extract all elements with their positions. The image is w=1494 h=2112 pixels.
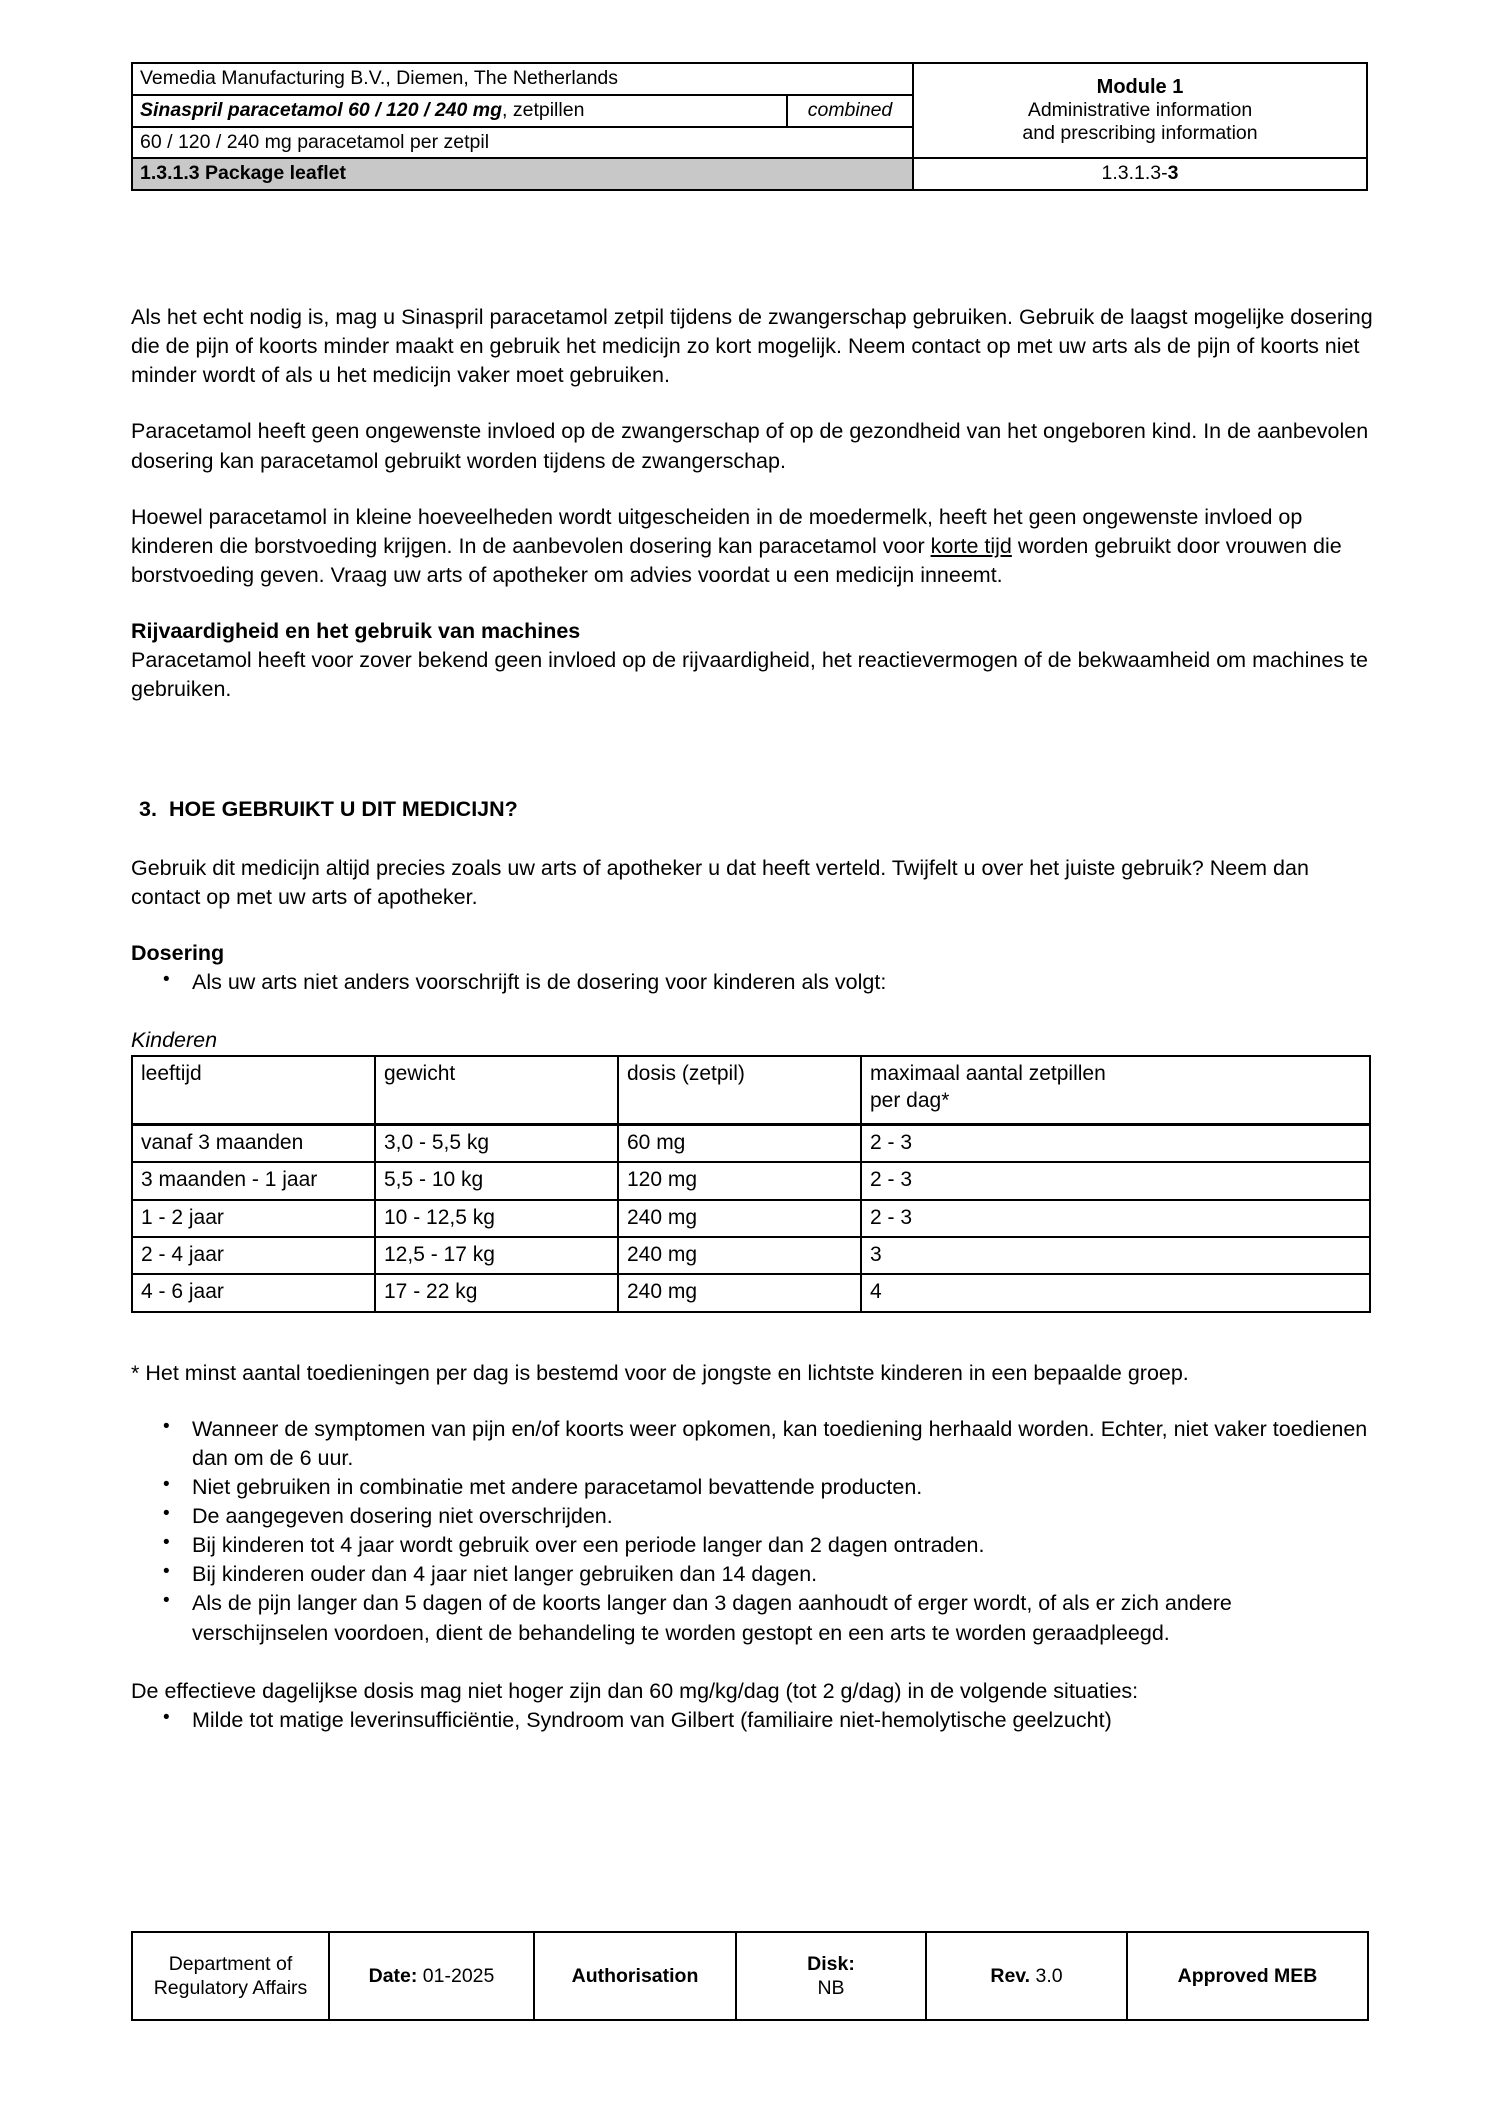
max-dose-bullet-list [131,1706,1374,1735]
heading-driving: Rijvaardigheid en het gebruik van machines [131,619,581,643]
list-item: • De aangegeven dosering niet overschrijden. [131,1502,1374,1531]
footer-revision [926,1932,1127,2020]
paragraph-max-daily-dose: De effectieve dagelijkse dosis mag niet hoger zijn dan 60 mg/kg/dag (tot 2 g/dag) in de volgende situaties: [131,1678,1139,1703]
cell-maximaal: 2 - 3 [861,1162,1370,1199]
table-footnote: * Het minst aantal toedieningen per dag is bestemd voor de jongste en lichtste kinderen in een bepaalde groep. [131,1360,1189,1385]
cell-leeftijd: 1 - 2 jaar [132,1200,375,1237]
spacer-after-section-3 [131,825,1374,854]
footer-revision-label: Rev. [990,1964,1031,1987]
page-title: 1.3.1.3 Package leaflet [132,158,913,190]
table-row [132,1125,1370,1163]
document-body [131,303,1374,1735]
page-number [913,158,1367,190]
section-number: 3. [139,797,157,822]
list-item: • Als de pijn langer dan 5 dagen of de koorts langer dan 3 dagen aanhoudt of erger wordt, of als er zich andere verschijnselen voordoen, dient de behandeling te worden gestopt en een arts te worden geraadpleegd. [131,1589,1374,1647]
dose-col-header-dosis: dosis (zetpil) [618,1056,861,1125]
footer-date [329,1932,534,2020]
strength-text: 60 / 120 / 240 mg paracetamol per zetpil [132,127,913,159]
list-item: • Wanneer de symptomen van pijn en/of koorts weer opkomen, kan toediening herhaald worden. Echter, niet vaker toedienen dan om de 6 uur. [131,1415,1374,1473]
dose-table-wrapper [131,1055,1371,1312]
list-item: • Als uw arts niet anders voorschrijft is de dosering voor kinderen als volgt: [131,968,1374,997]
cell-leeftijd: 4 - 6 jaar [132,1274,375,1311]
cell-dosis: 240 mg [618,1237,861,1274]
footer-department-line1: Department of [168,1952,293,1975]
footer-disk-value: NB [817,1977,845,1999]
footer-department [132,1932,329,2020]
section-heading-3 [131,795,1374,824]
footer-authorisation [534,1932,736,2020]
breastfeeding-text-part-1: Hoewel paracetamol in kleine hoeveelheden wordt uitgescheiden in de moedermelk, heeft het geen ongewenste invloed op kinderen die borstvoeding krijgen. In de aanbevolen dosering kan paracetamol voor [131,504,1303,558]
cell-gewicht: 10 - 12,5 kg [375,1200,618,1237]
footer-disk-label: Disk: [807,1952,855,1975]
combined-label: combined [787,95,913,127]
module-line-1: Administrative information [1027,99,1253,122]
paragraph-breastfeeding [131,503,1374,590]
cell-dosis: 120 mg [618,1162,861,1199]
footer-date-label: Date: [368,1964,418,1987]
spacer-before-max-dose [131,1648,1374,1677]
list-item: • Bij kinderen tot 4 jaar wordt gebruik over een periode langer dan 2 dagen ontraden. [131,1531,1374,1560]
footer-approved-label: Approved MEB [1177,1964,1318,1987]
footer-approved [1127,1932,1368,2020]
footer-authorisation-label: Authorisation [571,1964,699,1987]
footer-table [131,1931,1369,2021]
cell-gewicht: 12,5 - 17 kg [375,1237,618,1274]
dose-col-header-leeftijd: leeftijd [132,1056,375,1125]
spacer-before-section-3 [131,731,1374,795]
footer-row [132,1932,1368,2020]
footer-date-value: 01-2025 [417,1964,495,1987]
page-number-value: 3 [1167,162,1179,185]
dosing-table [131,1055,1371,1312]
cell-maximaal: 3 [861,1237,1370,1274]
header-table [131,62,1368,191]
dose-col-header-maximaal-line1: maximaal aantal zetpillen [870,1062,1106,1086]
cell-maximaal: 4 [861,1274,1370,1311]
list-item: • Bij kinderen ouder dan 4 jaar niet langer gebruiken dan 14 dagen. [131,1560,1374,1589]
product-name-bold: Sinaspril paracetamol 60 / 120 / 240 mg [140,98,503,121]
module-cell [913,63,1367,158]
spacer-after-table [131,1313,1374,1359]
section-heading-text: HOE GEBRUIKT U DIT MEDICIJN? [169,797,518,822]
cell-leeftijd: vanaf 3 maanden [132,1125,375,1163]
cell-leeftijd: 2 - 4 jaar [132,1237,375,1274]
dose-col-header-gewicht: gewicht [375,1056,618,1125]
header-row-company [132,63,1367,95]
product-name [132,95,787,127]
cell-dosis: 60 mg [618,1125,861,1163]
paragraph-usage-intro: Gebruik dit medicijn altijd precies zoals uw arts of apotheker u dat heeft verteld. Twijfelt u over het juiste gebruik? Neem dan contact op met uw arts of apotheker. [131,855,1309,909]
breastfeeding-underlined-term: korte tijd [930,533,1012,558]
cell-gewicht: 5,5 - 10 kg [375,1162,618,1199]
footer-revision-value: 3.0 [1030,1964,1063,1987]
dose-table-caption: Kinderen [131,1028,218,1052]
cell-maximaal: 2 - 3 [861,1200,1370,1237]
cell-dosis: 240 mg [618,1200,861,1237]
list-item: • Milde tot matige leverinsufficiëntie, Syndroom van Gilbert (familiaire niet-hemolytische geelzucht) [131,1706,1374,1735]
footer-disk [736,1932,926,2020]
page-number-prefix: 1.3.1.3- [1101,162,1168,185]
table-row [132,1274,1370,1311]
dose-col-header-maximaal-line2: per dag* [870,1089,950,1113]
header-row-title [132,158,1367,190]
cell-dosis: 240 mg [618,1274,861,1311]
paragraph-pregnancy-2: Paracetamol heeft geen ongewenste invloed op de zwangerschap of op de gezondheid van het ongeboren kind. In de aanbevolen dosering kan paracetamol gebruikt worden tijdens de zwangerschap. [131,419,1369,473]
paragraph-pregnancy-1: Als het echt nodig is, mag u Sinaspril paracetamol zetpil tijdens de zwangerschap gebruiken. Gebruik de laagst mogelijke dosering die de pijn of koorts minder maakt en gebruik het medicijn zo kort mogelijk. Neem contact op met uw arts als de pijn of koorts niet minder wordt of als u het medicijn vaker moet gebruiken. [131,305,1373,388]
dose-col-header-maximaal [861,1056,1370,1125]
list-item: • Niet gebruiken in combinatie met andere paracetamol bevattende producten. [131,1473,1374,1502]
dose-table-header-row [132,1056,1370,1125]
cell-maximaal: 2 - 3 [861,1125,1370,1163]
cell-leeftijd: 3 maanden - 1 jaar [132,1162,375,1199]
module-line-2: and prescribing information [1022,121,1258,144]
dosering-bullet-list [131,968,1374,997]
footer-department-line2: Regulatory Affairs [153,1977,308,1999]
product-name-suffix: , zetpillen [502,98,585,121]
usage-bullet-list [131,1415,1374,1648]
table-row [132,1237,1370,1274]
table-row [132,1200,1370,1237]
paragraph-driving: Paracetamol heeft voor zover bekend geen invloed op de rijvaardigheid, het reactievermogen of de bekwaamheid om machines te gebruiken. [131,648,1368,702]
module-title: Module 1 [1096,75,1184,98]
company-name: Vemedia Manufacturing B.V., Diemen, The Netherlands [132,63,913,95]
heading-dosering: Dosering [131,940,225,965]
breastfeeding-text-part-2: worden gebruikt door vrouwen die borstvoeding geven. Vraag uw arts of apotheker om advies voordat u een medicijn inneemt. [131,533,1342,587]
document-header [131,62,1366,191]
cell-gewicht: 17 - 22 kg [375,1274,618,1311]
cell-gewicht: 3,0 - 5,5 kg [375,1125,618,1163]
table-row [132,1162,1370,1199]
document-footer [131,1931,1369,2021]
spacer-before-table [131,997,1374,1026]
